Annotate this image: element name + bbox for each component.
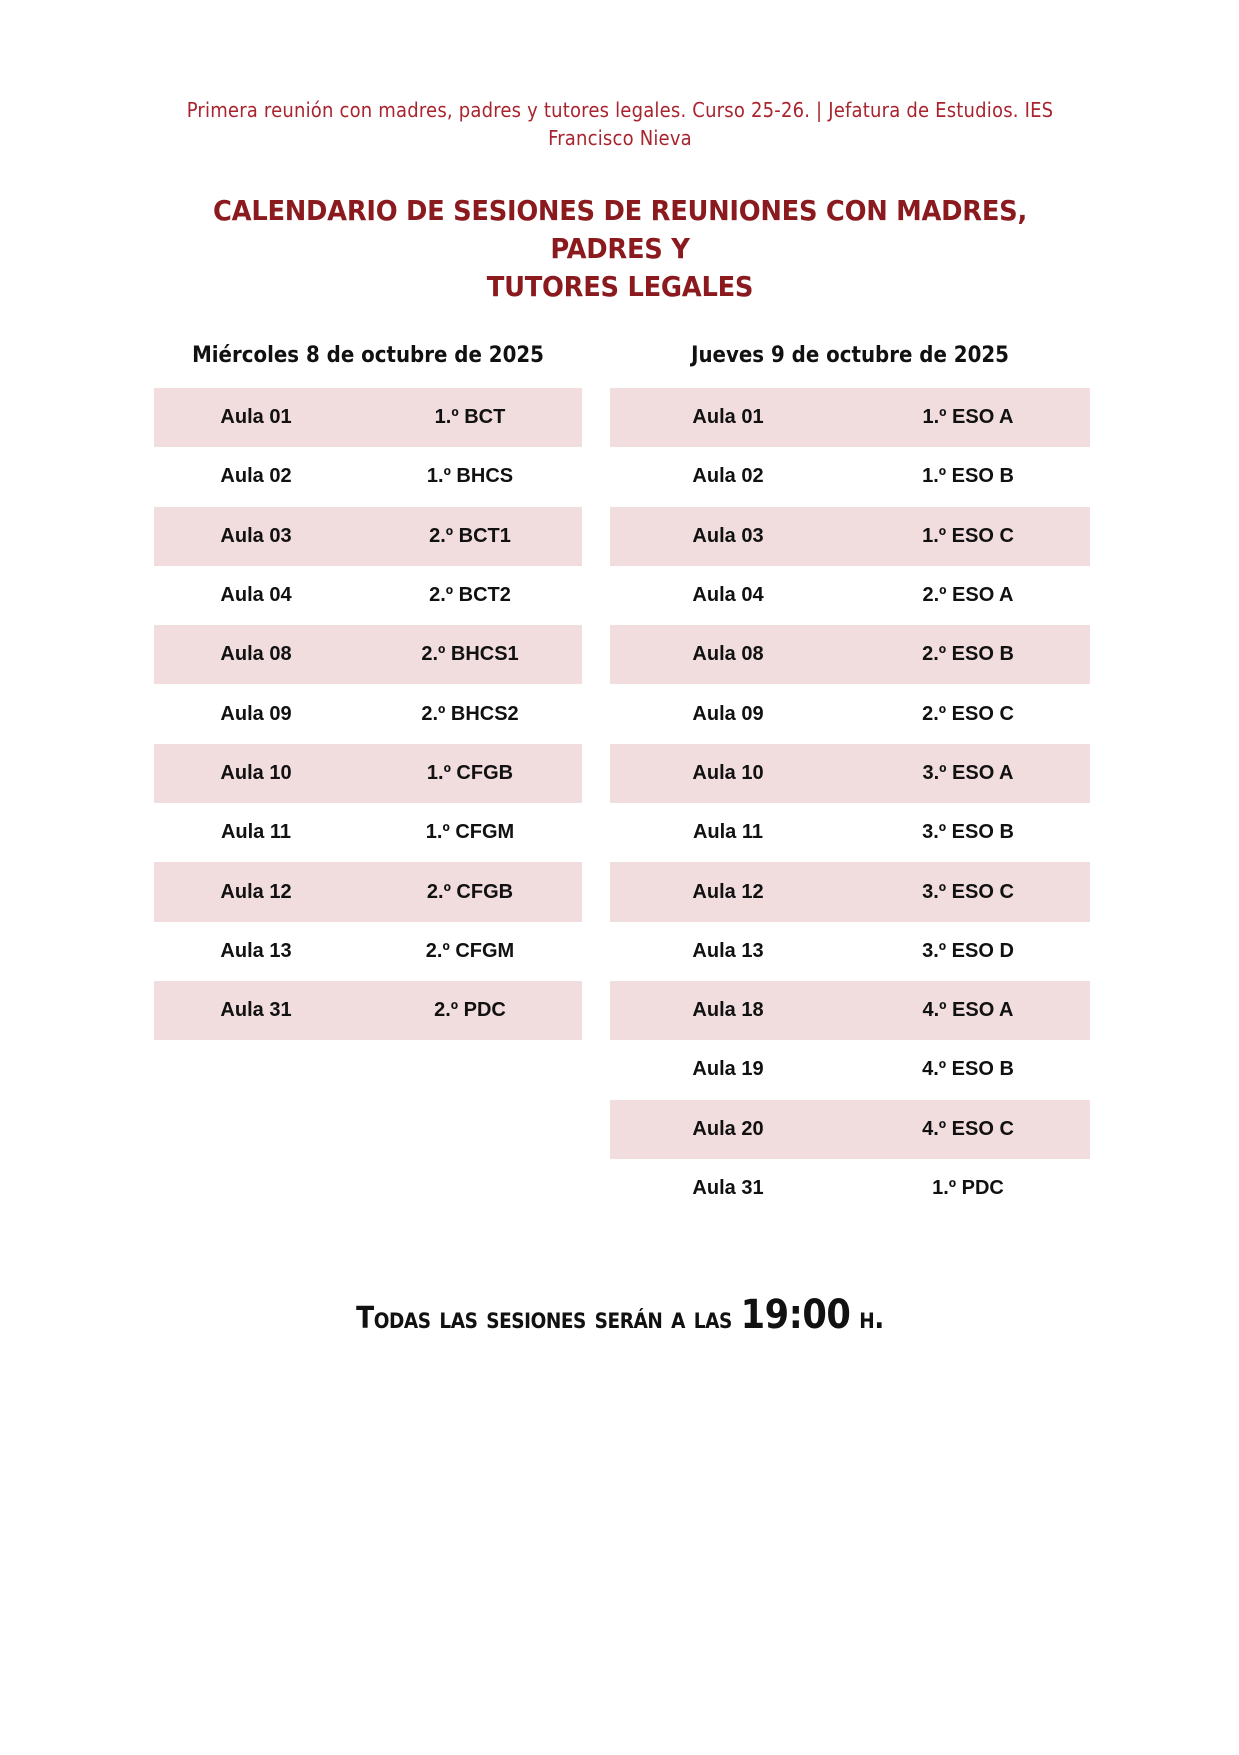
group-cell: 3.º ESO A <box>922 761 1014 784</box>
aula-cell: Aula 10 <box>692 761 764 784</box>
aula-cell: Aula 09 <box>692 702 764 725</box>
group-cell: 2.º CFGB <box>426 880 514 903</box>
day-heading: Miércoles 8 de octubre de 2025 <box>192 343 544 368</box>
table-row <box>610 388 1090 447</box>
table-row <box>154 507 582 566</box>
group-cell: 3.º ESO C <box>922 880 1014 903</box>
footer-time: 19:00 <box>740 1292 851 1338</box>
aula-cell: Aula 18 <box>692 999 764 1022</box>
table-row <box>610 922 1090 981</box>
group-cell: 1.º CFGB <box>426 761 514 784</box>
aula-cell: Aula 31 <box>692 1177 764 1199</box>
group-cell: 1.º PDC <box>932 1177 1004 1199</box>
group-cell: 4.º ESO A <box>922 999 1014 1022</box>
table-row <box>610 1159 1090 1218</box>
table-row <box>610 1100 1090 1159</box>
aula-cell: Aula 03 <box>220 524 292 547</box>
aula-cell: Aula 13 <box>692 939 764 962</box>
table-row <box>610 981 1090 1040</box>
group-cell: 2.º BCT1 <box>429 524 511 547</box>
group-cell: 2.º ESO A <box>922 584 1014 607</box>
session-table <box>610 388 1090 1218</box>
table-row <box>154 744 582 803</box>
session-time-note <box>250 1292 989 1338</box>
aula-cell: Aula 02 <box>220 465 292 488</box>
aula-cell: Aula 11 <box>220 821 292 844</box>
aula-cell: Aula 02 <box>692 465 764 488</box>
table-row <box>154 684 582 743</box>
session-table <box>154 388 582 1040</box>
aula-cell: Aula 13 <box>220 939 292 962</box>
aula-cell: Aula 03 <box>692 524 764 547</box>
title-line-1: CALENDARIO DE SESIONES DE REUNIONES CON MADRES, PADRES Y <box>213 194 1027 265</box>
title-line-2: TUTORES LEGALES <box>486 270 754 303</box>
group-cell: 2.º PDC <box>434 999 506 1022</box>
day-column-thursday <box>610 334 1090 1218</box>
group-cell: 4.º ESO B <box>922 1058 1014 1081</box>
aula-cell: Aula 31 <box>220 999 292 1022</box>
day-heading: Jueves 9 de octubre de 2025 <box>691 343 1009 368</box>
group-cell: 2.º BCT2 <box>429 584 511 607</box>
table-row <box>154 922 582 981</box>
footer-suffix: h. <box>850 1301 884 1336</box>
table-row <box>154 625 582 684</box>
page-title <box>188 192 1053 306</box>
footer-prefix: Todas las sesiones serán a las <box>356 1301 741 1336</box>
group-cell: 3.º ESO D <box>922 939 1014 962</box>
aula-cell: Aula 09 <box>220 702 292 725</box>
table-row <box>610 744 1090 803</box>
group-cell: 2.º CFGM <box>425 939 515 962</box>
aula-cell: Aula 04 <box>692 584 764 607</box>
document-header <box>180 96 1060 152</box>
aula-cell: Aula 01 <box>692 406 764 429</box>
group-cell: 4.º ESO C <box>922 1117 1014 1140</box>
aula-cell: Aula 20 <box>692 1117 764 1140</box>
header-line-1: Primera reunión con madres, padres y tutores legales. Curso 25-26. | Jefatura de Estudios. IES <box>186 98 1054 122</box>
aula-cell: Aula 19 <box>692 1058 764 1081</box>
table-row <box>610 447 1090 506</box>
group-cell: 2.º ESO B <box>922 643 1014 666</box>
table-row <box>154 566 582 625</box>
table-row <box>610 625 1090 684</box>
aula-cell: Aula 01 <box>220 406 292 429</box>
table-row <box>154 447 582 506</box>
table-row <box>610 803 1090 862</box>
aula-cell: Aula 08 <box>220 643 292 666</box>
day-column-wednesday <box>154 334 582 1040</box>
table-row <box>154 981 582 1040</box>
aula-cell: Aula 08 <box>692 643 764 666</box>
table-row <box>610 1040 1090 1099</box>
group-cell: 2.º ESO C <box>922 702 1014 725</box>
group-cell: 1.º CFGM <box>425 821 515 844</box>
table-row <box>154 862 582 921</box>
aula-cell: Aula 04 <box>220 584 292 607</box>
group-cell: 3.º ESO B <box>922 821 1014 844</box>
group-cell: 2.º BHCS1 <box>421 643 519 666</box>
group-cell: 1.º ESO B <box>922 465 1014 488</box>
table-row <box>154 388 582 447</box>
table-row <box>610 862 1090 921</box>
table-row <box>610 684 1090 743</box>
aula-cell: Aula 12 <box>220 880 292 903</box>
aula-cell: Aula 12 <box>692 880 764 903</box>
group-cell: 1.º ESO A <box>922 406 1014 429</box>
header-line-2: Francisco Nieva <box>548 126 692 150</box>
table-row <box>154 803 582 862</box>
group-cell: 1.º BHCS <box>426 465 514 488</box>
group-cell: 1.º BCT <box>434 406 506 429</box>
aula-cell: Aula 10 <box>220 761 292 784</box>
group-cell: 1.º ESO C <box>922 524 1014 547</box>
group-cell: 2.º BHCS2 <box>421 702 519 725</box>
aula-cell: Aula 11 <box>692 821 764 844</box>
table-row <box>610 566 1090 625</box>
table-row <box>610 507 1090 566</box>
